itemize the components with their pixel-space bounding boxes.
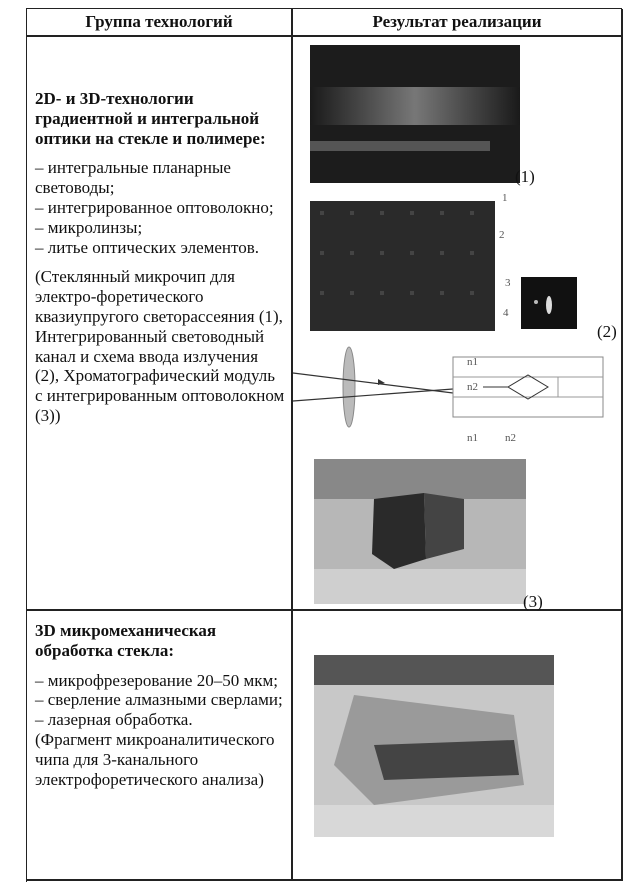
table-right-border (621, 9, 623, 881)
row1-item: – интегрированное оптоволокно; (35, 197, 274, 217)
row2-description (35, 621, 285, 789)
grid-mark: 2 (499, 229, 505, 241)
row1-title: 2D- и 3D-технологии градиентной и интегральной оптики на стекле и полимере: (35, 89, 266, 148)
row2-item: – микрофрезерование 20–50 мкм; (35, 670, 278, 690)
grid-mark: 3 (505, 277, 511, 289)
row2-title: 3D микромеханическая обработка стекла: (35, 621, 217, 660)
figure-3-chromatography-module (314, 459, 526, 604)
figure-1-label: (1) (515, 167, 535, 186)
header-divider (27, 35, 623, 37)
row1-item: – микролинзы; (35, 217, 143, 237)
table-bottom-border (27, 879, 623, 881)
row2-item: – сверление алмазными сверлами; (35, 690, 283, 710)
diagram-label-n2-bottom: n2 (505, 432, 516, 444)
figure-1-glass-microchip (310, 45, 520, 183)
grid-mark: 1 (502, 192, 508, 204)
figure-2-label: (2) (597, 322, 617, 341)
row2-item: – лазерная обработка. (35, 710, 193, 730)
technology-table (26, 8, 622, 882)
diagram-label-n2: n2 (467, 381, 478, 393)
figure-3-label: (3) (523, 592, 543, 611)
row1-item: – литье оптических элементов. (35, 237, 260, 257)
column-divider (291, 9, 293, 881)
row2-note: (Фрагмент микроаналитического чипа для 3-канального электрофоретического анализа) (35, 729, 275, 789)
header-result: Результат реализации (372, 12, 542, 31)
diagram-label-n1: n1 (467, 356, 478, 368)
figure-microanalytical-chip (314, 655, 554, 837)
diagram-label-n1-bottom: n1 (467, 432, 478, 444)
row1-note: (Стеклянный микрочип для электро-форетического квазиупругого светорассеяния (1), Интегрированный световодный канал и схема ввода излучения (2), Хроматографический модуль с интегрированным оптоволокном (3)) (35, 267, 285, 425)
figure-2-coupling-diagram (293, 345, 618, 445)
grid-mark: 4 (503, 307, 509, 319)
header-technology-group: Группа технологий (85, 12, 233, 31)
figure-2-grid-image (310, 201, 495, 331)
figure-2-inset (521, 277, 577, 329)
row1-item: – интегральные планарные световоды; (35, 158, 231, 198)
row1-description (35, 89, 285, 426)
